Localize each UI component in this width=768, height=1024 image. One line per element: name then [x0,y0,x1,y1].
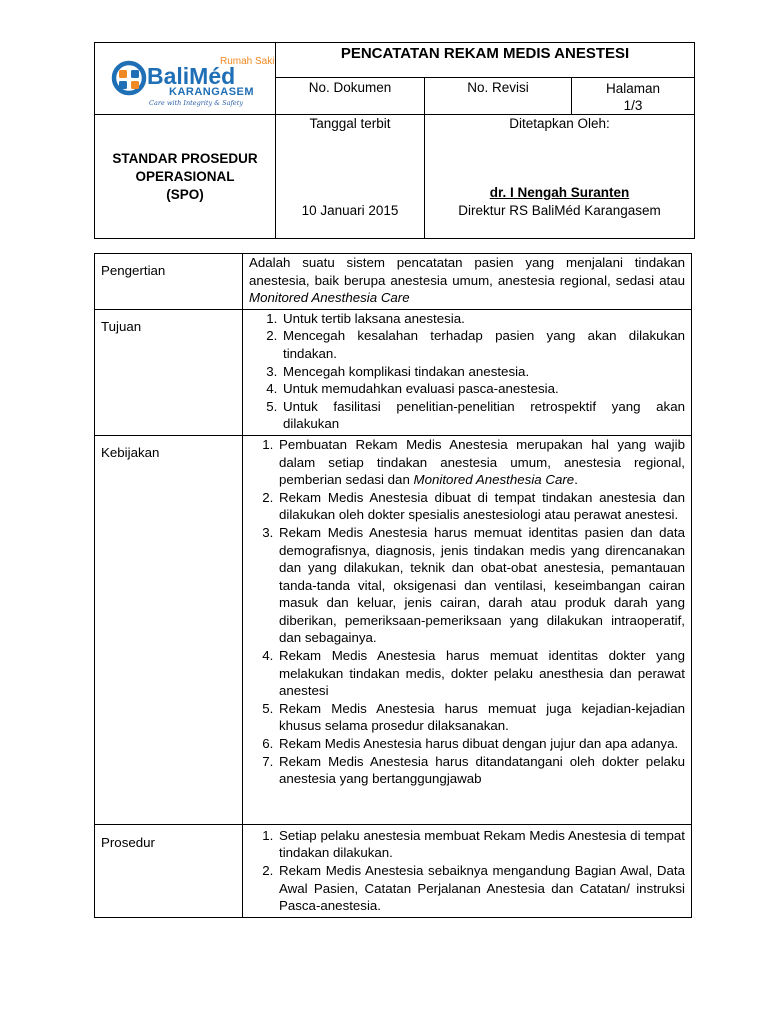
logo-subtitle: KARANGASEM [169,86,255,98]
ditetapkan-cell [425,115,695,239]
logo-tagline: Care with Integrity & Safety [149,99,244,107]
hospital-logo [95,43,275,111]
kebijakan-item-5: 5. Rekam Medis Anestesia harus memuat juga kejadian-kejadian khusus selama prosedur dilaksanakan. [277,700,685,735]
kebijakan-item-6: 6. Rekam Medis Anestesia harus dibuat dengan jujur dan apa adanya. [277,735,685,753]
value-tujuan [243,309,692,435]
kebijakan-item-2: 2. Rekam Medis Anestesia dibuat di tempat tindakan anestesia dan dilakukan oleh dokter spesialis anestesiologi atau perawat anestesi. [277,489,685,524]
row-pengertian [95,254,692,310]
kebijakan-item-1-italic: Monitored Anesthesia Care [413,472,575,488]
no-dokumen-label: No. Dokumen [308,80,392,95]
tanggal-terbit-label: Tanggal terbit [309,116,391,131]
spo-line-1: STANDAR PROSEDUR [112,150,258,166]
value-pengertian [243,254,692,310]
kebijakan-list [249,436,685,788]
document-header-table [94,42,695,239]
logo-cell [95,43,276,115]
no-revisi-cell [425,78,572,115]
tujuan-item-3: 3. Mencegah komplikasi tindakan anestesia. [281,363,685,381]
value-kebijakan [243,435,692,824]
halaman-label: Halaman [605,81,661,96]
ditetapkan-label: Ditetapkan Oleh: [509,116,610,131]
kebijakan-item-3: 3. Rekam Medis Anestesia harus memuat identitas pasien dan data demografisnya, diagnosis, jenis tindakan medis yang direncanakan dan yang dilakukan, teknik dan obat-obat anestesia, pemantauan tanda-tanda vital, oksigenasi dan ventilasi, keseimbangan cairan masuk dan keluar, jenis cairan, darah atau produk darah yang diberikan, pemeriksaan-pemeriksaan yang dilakukan intraoperatif, dan sebagainya. [277,524,685,647]
kebijakan-item-1-text: Pembuatan Rekam Medis Anestesia merupakan hal yang wajib dalam setiap tindakan anestesia umum, anestesia regional, pemberian sedasi dan [279,436,685,488]
tujuan-item-5: 5. Untuk fasilitasi penelitian-penelitian retrospektif yang akan dilakukan [281,398,685,433]
prosedur-item-1: 1. Setiap pelaku anestesia membuat Rekam Medis Anestesia di tempat tindakan dilakukan. [277,827,685,862]
tanggal-terbit-value: 10 Januari 2015 [301,203,399,218]
label-kebijakan: Kebijakan [95,435,243,824]
pengertian-text: Adalah suatu sistem pencatatan pasien yang menjalani tindakan anestesia, baik berupa anestesia umum, anestesia regional, sedasi atau [249,255,685,288]
prosedur-list [249,827,685,915]
signer-name: dr. I Nengah Suranten [489,185,630,200]
label-pengertian: Pengertian [95,254,243,310]
kebijakan-item-7: 7. Rekam Medis Anestesia harus ditandatangani oleh dokter pelaku anestesia yang bertanggungjawab [277,753,685,788]
kebijakan-item-1-end: . [574,472,578,488]
kebijakan-item-4: 4. Rekam Medis Anestesia harus memuat identitas dokter yang melakukan tindakan medis, dokter pelaku anesthesia dan perawat anestesi [277,647,685,700]
pengertian-italic: Monitored Anesthesia Care [249,290,410,306]
row-kebijakan [95,435,692,824]
no-revisi-label: No. Revisi [467,80,529,95]
tujuan-item-1: 1. Untuk tertib laksana anestesia. [281,310,685,328]
row-tujuan [95,309,692,435]
label-tujuan: Tujuan [95,309,243,435]
row-prosedur [95,824,692,917]
halaman-value: 1/3 [623,98,643,113]
spo-content-table [94,253,692,918]
signer-title: Direktur RS BaliMéd Karangasem [458,203,661,218]
kebijakan-item-1 [277,436,685,489]
logo-top-text: Rumah Sakit [220,56,275,67]
value-prosedur [243,824,692,917]
logo-brand: BaliMéd [147,63,236,89]
prosedur-item-2: 2. Rekam Medis Anestesia sebaiknya mengandung Bagian Awal, Data Awal Pasien, Catatan Perjalanan Anestesia dan Catatan/ instruksi Pasca-anestesia. [277,862,685,915]
spo-line-2: OPERASIONAL [135,168,235,184]
document-title: PENCATATAN REKAM MEDIS ANESTESI [276,43,695,78]
tanggal-terbit-cell [276,115,425,239]
tujuan-item-2: 2. Mencegah kesalahan terhadap pasien yang akan dilakukan tindakan. [281,327,685,362]
tujuan-list [249,310,685,433]
tujuan-item-4: 4. Untuk memudahkan evaluasi pasca-anestesia. [281,380,685,398]
no-dokumen-cell [276,78,425,115]
label-prosedur: Prosedur [95,824,243,917]
spo-cell [95,115,276,239]
spo-line-3: (SPO) [166,186,204,202]
halaman-cell [572,78,695,115]
